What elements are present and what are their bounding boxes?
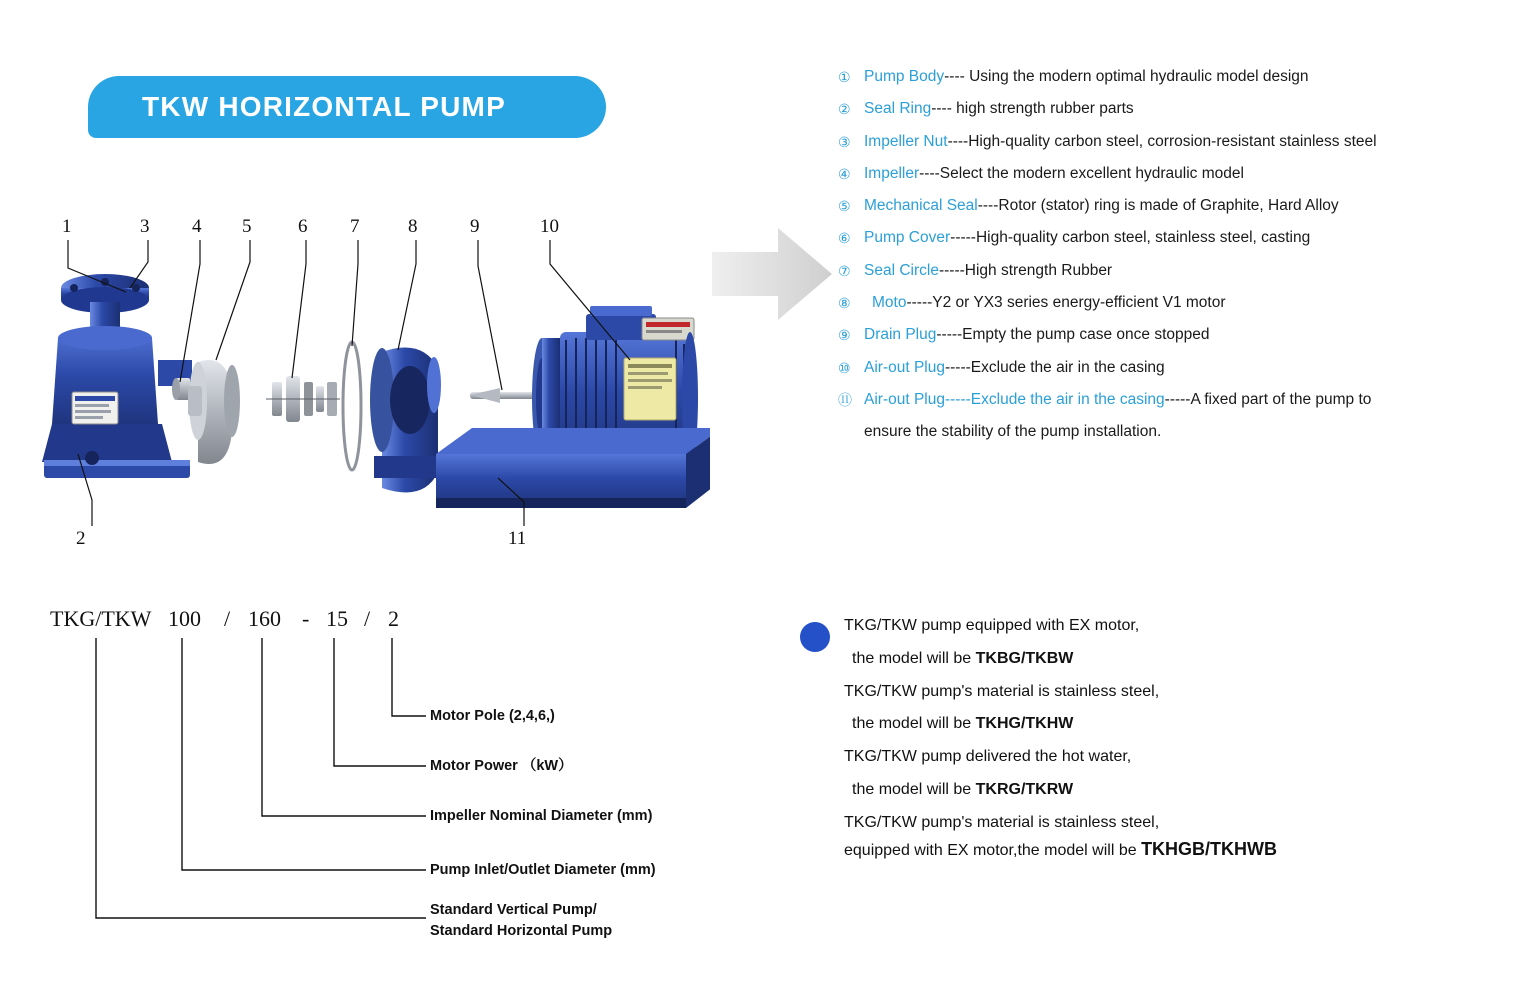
legend-name-7: Seal Circle [864,261,939,279]
callout-9: 9 [470,216,480,237]
legend-item-4 [838,165,1498,184]
model-variants-notes [800,608,1500,873]
legend-item-10 [838,359,1498,378]
legend-desc-5: ----Rotor (stator) ring is made of Graphite, Hard Alloy [977,197,1339,215]
parts-legend-list [838,68,1498,441]
legend-number-1: ① [838,69,851,85]
code-label-standard-vertical: Standard Vertical Pump/ [430,902,597,918]
legend-name-1: Pump Body [864,68,945,85]
legend-item-11 [838,391,1498,410]
callout-1: 1 [62,216,72,237]
note-2-text: the model will be [852,649,976,667]
code-token-impeller: 160 [248,606,281,631]
callout-5: 5 [242,216,252,237]
code-token-prefix: TKG/TKW [50,606,152,631]
notes-text-group [844,608,1500,861]
legend-number-9: ⑨ [838,327,851,344]
callout-6: 6 [298,216,308,237]
code-label-motor-power: Motor Power （kW） [430,758,573,774]
callout-2: 2 [76,528,86,549]
legend-name-3: Impeller Nut [864,132,948,150]
legend-item-3 [838,133,1498,152]
note-5-text: TKG/TKW pump delivered the hot water, [844,748,1132,766]
note-line-1 [844,616,1500,637]
note-2-model: TKBG/TKBW [975,649,1074,667]
legend-item-5 [838,197,1498,216]
legend-number-7: ⑦ [838,262,851,279]
note-6-text: the model will be [852,780,976,798]
pump-illustration [30,210,710,570]
part-base-plate [436,428,710,508]
legend-number-2: ② [838,101,851,118]
note-line-3 [844,682,1500,703]
legend-tail-11: -----A fixed part of the pump to [1164,390,1372,408]
note-line-6 [844,780,1500,801]
code-token-slash1: / [224,606,231,631]
flow-arrow-icon [712,226,832,322]
legend-item-6 [838,229,1498,248]
legend-number-5: ⑤ [838,198,851,215]
code-token-power: 15 [326,606,348,631]
callout-3: 3 [140,216,150,237]
legend-item-2 [838,100,1498,119]
callout-11: 11 [508,528,527,549]
page-title: TKW HORIZONTAL PUMP [142,91,506,122]
note-line-4 [844,714,1500,735]
legend-number-6: ⑥ [838,230,851,247]
model-code-leader-lines [40,596,740,956]
model-code-diagram [40,596,740,976]
part-pump-body [42,274,192,478]
legend-desc-9: -----Empty the pump case once stopped [936,326,1210,344]
legend-desc-8: -----Y2 or YX3 series energy-efficient V1 motor [906,294,1226,312]
note-8-model: TKHGB/TKHWB [1141,838,1278,859]
legend-item-8 [838,294,1498,313]
code-label-inlet-diameter: Pump Inlet/Outlet Diameter (mm) [430,862,656,878]
note-line-7 [844,813,1500,834]
note-line-2 [844,649,1500,670]
legend-item-7 [838,262,1498,281]
page-title-banner [88,76,606,138]
legend-name-4: Impeller [864,164,920,182]
note-line-8 [844,838,1500,862]
note-1-text: TKG/TKW pump equipped with EX motor, [844,617,1140,634]
legend-desc-4: ----Select the modern excellent hydraulic model [919,164,1244,182]
legend-number-3: ③ [838,133,851,150]
code-label-impeller-diameter: Impeller Nominal Diameter (mm) [430,808,653,824]
note-6-model: TKRG/TKRW [975,780,1074,798]
legend-number-10: ⑩ [838,359,851,376]
exploded-pump-diagram [30,210,710,570]
legend-name-10: Air-out Plug [864,358,945,376]
code-token-pole: 2 [388,606,399,631]
note-4-model: TKHG/TKHW [975,715,1074,733]
legend-desc-3: ----High-quality carbon steel, corrosion-resistant stainless steel [947,132,1377,150]
legend-name-5: Mechanical Seal [864,197,978,215]
part-seal-circle [343,342,361,470]
code-token-dash: - [302,606,310,631]
note-8-text: equipped with EX motor,the model will be [844,841,1142,859]
legend-desc-7: -----High strength Rubber [938,261,1113,279]
callout-8: 8 [408,216,418,237]
legend-desc-10: -----Exclude the air in the casing [944,358,1165,376]
legend-desc-1: ---- Using the modern optimal hydraulic model design [944,68,1309,85]
legend-desc-11: -----Exclude the air in the casing [944,390,1165,408]
legend-desc-2: ---- high strength rubber parts [931,100,1134,118]
legend-number-4: ④ [838,165,851,182]
code-token-slash2: / [364,606,371,631]
bullet-icon [800,622,830,652]
note-4-text: the model will be [852,715,976,733]
callout-10: 10 [540,216,559,237]
note-3-text: TKG/TKW pump's material is stainless steel, [844,682,1160,700]
legend-name-8: Moto [872,294,907,312]
legend-name-11: Air-out Plug [864,390,945,408]
code-label-standard-horizontal: Standard Horizontal Pump [430,923,613,939]
note-7-text: TKG/TKW pump's material is stainless steel, [844,813,1160,831]
legend-name-9: Drain Plug [864,326,937,344]
legend-number-11: ⑪ [838,391,852,408]
legend-desc-6: -----High-quality carbon steel, stainless steel, casting [950,229,1311,247]
legend-item-9 [838,326,1498,345]
code-token-inlet: 100 [168,606,201,631]
legend-name-6: Pump Cover [864,229,951,247]
legend-continuation-11: ensure the stability of the pump installation. [864,423,1162,441]
legend-name-2: Seal Ring [864,100,932,118]
code-label-motor-pole: Motor Pole (2,4,6,) [430,708,555,724]
part-mechanical-seal [266,376,340,422]
note-line-5 [844,747,1500,768]
callout-4: 4 [192,216,202,237]
legend-item-1 [838,68,1498,87]
legend-number-8: ⑧ [838,295,851,312]
callout-7: 7 [350,216,360,237]
